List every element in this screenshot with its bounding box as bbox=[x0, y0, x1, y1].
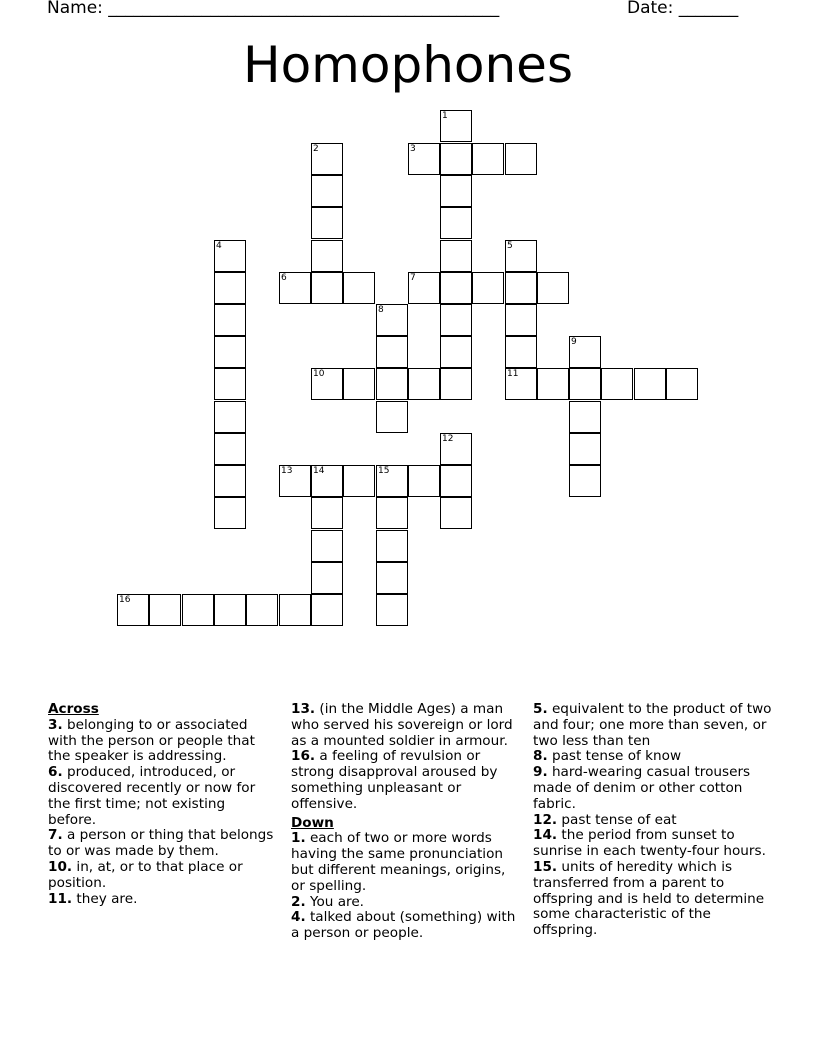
clue-number-label: 11 bbox=[507, 369, 519, 379]
grid-cell[interactable] bbox=[408, 465, 440, 497]
clue-text: past tense of eat bbox=[557, 811, 677, 828]
clue-number-label: 5 bbox=[507, 241, 513, 251]
across-clue-11 bbox=[48, 892, 276, 908]
clue-text: in, at, or to that place or position. bbox=[48, 858, 243, 891]
grid-cell[interactable] bbox=[214, 336, 246, 368]
clue-number: 13. bbox=[291, 701, 316, 717]
grid-cell[interactable] bbox=[440, 465, 472, 497]
grid-cell[interactable] bbox=[440, 175, 472, 207]
clue-number-label: 3 bbox=[410, 144, 416, 154]
clue-text: belonging to or associated with the person or people that the speaker is addressing. bbox=[48, 716, 255, 765]
clue-column-1 bbox=[48, 702, 276, 907]
grid-cell[interactable] bbox=[666, 368, 698, 400]
clue-number: 11. bbox=[48, 890, 73, 907]
grid-cell[interactable] bbox=[117, 594, 149, 626]
grid-cell[interactable] bbox=[376, 530, 408, 562]
grid-cell[interactable] bbox=[569, 368, 601, 400]
clue-number: 5. bbox=[533, 701, 548, 717]
clue-number-label: 1 bbox=[442, 111, 448, 121]
grid-cell[interactable] bbox=[440, 433, 472, 465]
grid-cell[interactable] bbox=[376, 336, 408, 368]
down-clue-15 bbox=[533, 860, 778, 939]
grid-cell[interactable] bbox=[472, 143, 504, 175]
grid-cell[interactable] bbox=[311, 465, 343, 497]
across-clue-10 bbox=[48, 860, 276, 892]
grid-cell[interactable] bbox=[601, 368, 633, 400]
clue-number: 2. bbox=[291, 893, 306, 910]
across-clue-16 bbox=[291, 749, 523, 812]
grid-cell[interactable] bbox=[408, 272, 440, 304]
clue-text: You are. bbox=[305, 893, 365, 910]
grid-cell[interactable] bbox=[149, 594, 181, 626]
clue-number-label: 10 bbox=[313, 369, 325, 379]
grid-cell[interactable] bbox=[311, 562, 343, 594]
clue-number: 6. bbox=[48, 764, 63, 781]
clue-number-label: 16 bbox=[119, 595, 131, 605]
grid-cell[interactable] bbox=[376, 594, 408, 626]
clue-number: 10. bbox=[48, 858, 73, 875]
across-heading: Across bbox=[48, 701, 99, 717]
grid-cell[interactable] bbox=[376, 368, 408, 400]
across-clue-13 bbox=[291, 702, 523, 749]
down-clue-1 bbox=[291, 831, 523, 894]
across-clue-7 bbox=[48, 828, 276, 860]
date-field-label: Date: _______ bbox=[627, 0, 739, 18]
grid-cell[interactable] bbox=[505, 304, 537, 336]
clue-number-label: 8 bbox=[378, 305, 384, 315]
clue-text: they are. bbox=[72, 890, 138, 907]
grid-cell[interactable] bbox=[440, 497, 472, 529]
grid-cell[interactable] bbox=[569, 433, 601, 465]
down-clue-2 bbox=[291, 895, 523, 911]
down-clue-12 bbox=[533, 813, 778, 829]
grid-cell[interactable] bbox=[246, 594, 278, 626]
clue-number: 12. bbox=[533, 811, 558, 828]
clue-number-label: 15 bbox=[378, 466, 390, 476]
clue-number: 15. bbox=[533, 858, 558, 875]
grid-cell[interactable] bbox=[311, 272, 343, 304]
grid-cell[interactable] bbox=[569, 465, 601, 497]
name-field-label: Name: ______________________________________________ bbox=[47, 0, 500, 18]
clue-number: 16. bbox=[291, 748, 316, 765]
grid-cell[interactable] bbox=[440, 143, 472, 175]
grid-cell[interactable] bbox=[440, 336, 472, 368]
down-clue-5 bbox=[533, 702, 778, 749]
grid-cell[interactable] bbox=[343, 272, 375, 304]
clue-text: a feeling of revulsion or strong disapproval aroused by something unpleasant or offensive. bbox=[291, 748, 498, 812]
grid-cell[interactable] bbox=[376, 465, 408, 497]
down-clue-14 bbox=[533, 828, 778, 860]
grid-cell[interactable] bbox=[472, 272, 504, 304]
grid-cell[interactable] bbox=[311, 240, 343, 272]
grid-cell[interactable] bbox=[279, 272, 311, 304]
across-clue-3 bbox=[48, 718, 276, 765]
grid-cell[interactable] bbox=[214, 594, 246, 626]
grid-cell[interactable] bbox=[311, 594, 343, 626]
page-title: Homophones bbox=[242, 36, 573, 94]
grid-cell[interactable] bbox=[440, 207, 472, 239]
grid-cell[interactable] bbox=[376, 304, 408, 336]
clue-number-label: 7 bbox=[410, 273, 416, 283]
grid-cell[interactable] bbox=[182, 594, 214, 626]
grid-cell[interactable] bbox=[537, 272, 569, 304]
grid-cell[interactable] bbox=[214, 433, 246, 465]
clue-number-label: 13 bbox=[281, 466, 293, 476]
grid-cell[interactable] bbox=[279, 465, 311, 497]
clue-number: 8. bbox=[533, 748, 548, 765]
grid-cell[interactable] bbox=[505, 336, 537, 368]
grid-cell[interactable] bbox=[214, 401, 246, 433]
clue-text: talked about (something) with a person or people. bbox=[291, 909, 516, 942]
grid-cell[interactable] bbox=[537, 368, 569, 400]
grid-cell[interactable] bbox=[311, 207, 343, 239]
clue-number: 7. bbox=[48, 827, 63, 844]
grid-cell[interactable] bbox=[214, 240, 246, 272]
grid-cell[interactable] bbox=[311, 175, 343, 207]
clue-number-label: 6 bbox=[281, 273, 287, 283]
grid-cell[interactable] bbox=[214, 368, 246, 400]
across-clue-6 bbox=[48, 765, 276, 828]
grid-cell[interactable] bbox=[440, 240, 472, 272]
clue-text: units of heredity which is transferred from a parent to offspring and is held to determine some characteristic of the offspring. bbox=[533, 858, 765, 939]
clue-number-label: 2 bbox=[313, 144, 319, 154]
down-clue-9 bbox=[533, 765, 778, 812]
clue-text: equivalent to the product of two and four; one more than seven, or two less than ten bbox=[533, 701, 772, 749]
clue-number: 14. bbox=[533, 827, 558, 844]
grid-cell[interactable] bbox=[440, 304, 472, 336]
grid-cell[interactable] bbox=[440, 272, 472, 304]
grid-cell[interactable] bbox=[408, 143, 440, 175]
clue-column-2 bbox=[291, 702, 523, 942]
clue-text: produced, introduced, or discovered recently or now for the first time; not existing before. bbox=[48, 764, 256, 828]
grid-cell[interactable] bbox=[279, 594, 311, 626]
grid-cell[interactable] bbox=[311, 368, 343, 400]
down-clue-8 bbox=[533, 749, 778, 765]
grid-cell[interactable] bbox=[311, 143, 343, 175]
grid-cell[interactable] bbox=[505, 240, 537, 272]
grid-cell[interactable] bbox=[634, 368, 666, 400]
clue-number-label: 14 bbox=[313, 466, 325, 476]
down-heading: Down bbox=[291, 814, 334, 831]
clue-text: the period from sunset to sunrise in each twenty-four hours. bbox=[533, 827, 766, 860]
clue-number: 9. bbox=[533, 764, 548, 781]
grid-cell[interactable] bbox=[569, 401, 601, 433]
grid-cell[interactable] bbox=[214, 304, 246, 336]
clue-number-label: 12 bbox=[442, 434, 454, 444]
grid-cell[interactable] bbox=[505, 272, 537, 304]
grid-cell[interactable] bbox=[311, 497, 343, 529]
clue-number-label: 9 bbox=[571, 337, 577, 347]
grid-cell[interactable] bbox=[505, 143, 537, 175]
grid-cell[interactable] bbox=[408, 368, 440, 400]
grid-cell[interactable] bbox=[440, 110, 472, 142]
clue-text: (in the Middle Ages) a man who served his sovereign or lord as a mounted soldier in armour. bbox=[291, 701, 513, 749]
grid-cell[interactable] bbox=[376, 562, 408, 594]
grid-cell[interactable] bbox=[505, 368, 537, 400]
grid-cell[interactable] bbox=[214, 272, 246, 304]
down-clue-4 bbox=[291, 910, 523, 942]
clue-column-3 bbox=[533, 702, 778, 939]
grid-cell[interactable] bbox=[440, 368, 472, 400]
clue-number: 3. bbox=[48, 716, 63, 733]
grid-cell[interactable] bbox=[214, 465, 246, 497]
grid-cell[interactable] bbox=[343, 368, 375, 400]
clue-text: a person or thing that belongs to or was made by them. bbox=[48, 827, 274, 860]
clue-text: past tense of know bbox=[547, 748, 682, 765]
clue-number-label: 4 bbox=[216, 241, 222, 251]
clue-number: 1. bbox=[291, 830, 306, 847]
grid-cell[interactable] bbox=[376, 401, 408, 433]
grid-cell[interactable] bbox=[343, 465, 375, 497]
grid-cell[interactable] bbox=[569, 336, 601, 368]
clue-number: 4. bbox=[291, 909, 306, 926]
grid-cell[interactable] bbox=[214, 497, 246, 529]
grid-cell[interactable] bbox=[311, 530, 343, 562]
grid-cell[interactable] bbox=[376, 497, 408, 529]
clue-text: each of two or more words having the same pronunciation but different meanings, origins, or spelling. bbox=[291, 830, 506, 894]
clue-text: hard-wearing casual trousers made of denim or other cotton fabric. bbox=[533, 764, 751, 812]
